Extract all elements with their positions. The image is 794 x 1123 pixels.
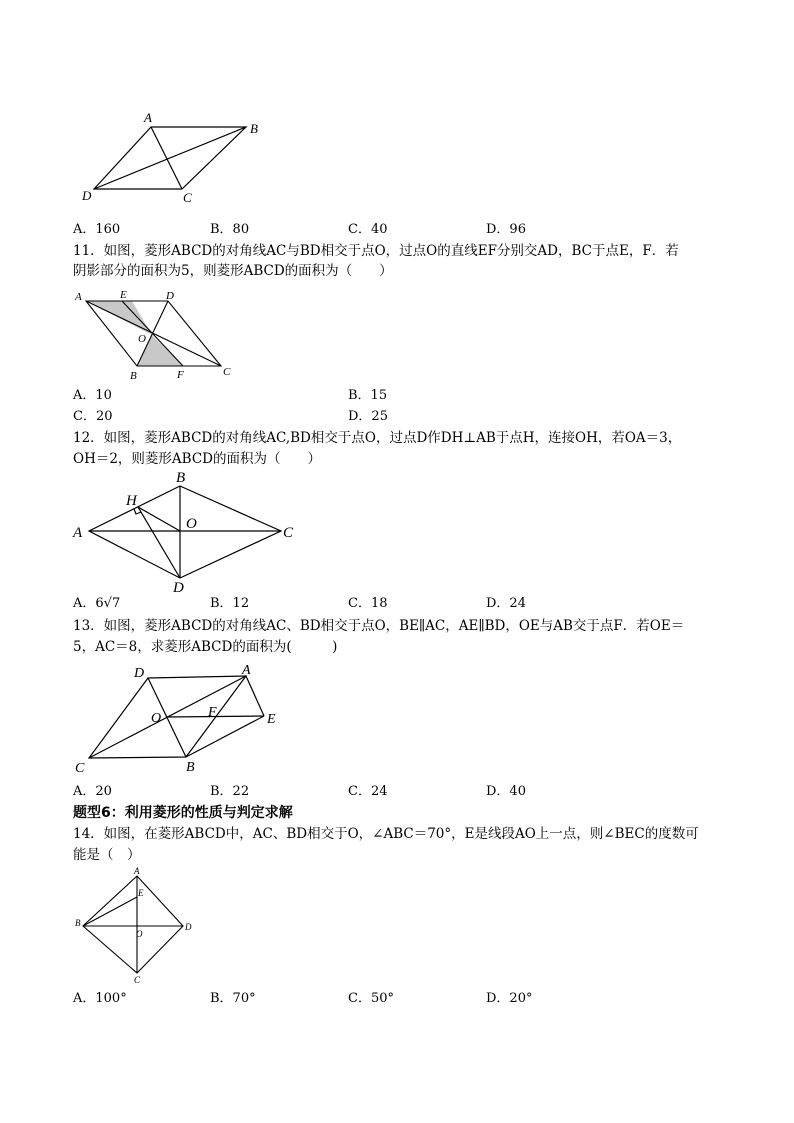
label-a: A bbox=[75, 291, 82, 303]
label-d: D bbox=[82, 188, 92, 203]
label-b: B bbox=[186, 760, 195, 775]
q13-option-d[interactable]: D．40 bbox=[486, 784, 526, 799]
q12-text-line1: 12．如图，菱形ABCD的对角线AC,BD相交于点O，过点D作DH⊥AB于点H，连接OH，若OA＝3， bbox=[73, 430, 682, 446]
q11-option-d[interactable]: D．25 bbox=[348, 409, 388, 424]
label-b: B bbox=[250, 121, 258, 136]
label-a: A bbox=[144, 110, 152, 125]
q11-text-line2: 阴影部分的面积为5，则菱形ABCD的面积为（ ） bbox=[73, 263, 393, 279]
q12-option-a[interactable]: A．6√7 bbox=[73, 596, 121, 611]
label-c: C bbox=[283, 525, 294, 541]
label-o: O bbox=[151, 711, 162, 726]
q11-text-line1: 11．如图，菱形ABCD的对角线AC与BD相交于点O，过点O的直线EF分别交AD，BC于点E，F．若 bbox=[73, 243, 679, 259]
label-d: D bbox=[185, 922, 192, 932]
q14-option-a[interactable]: A．100° bbox=[73, 991, 127, 1006]
label-e: E bbox=[267, 712, 276, 727]
q10-option-c[interactable]: C．40 bbox=[348, 222, 388, 237]
q10-option-a[interactable]: A．160 bbox=[73, 222, 121, 237]
label-f: F bbox=[208, 705, 217, 720]
q12-option-d[interactable]: D．24 bbox=[486, 596, 526, 611]
label-c: C bbox=[183, 190, 192, 205]
label-o: O bbox=[136, 929, 143, 939]
q13-text-line2: 5，AC＝8，求菱形ABCD的面积为( ) bbox=[73, 639, 338, 655]
label-d: D bbox=[173, 580, 184, 596]
label-h: H bbox=[126, 493, 137, 509]
label-b: B bbox=[130, 370, 137, 382]
label-a: A bbox=[73, 525, 83, 541]
q14-text-line2: 能是（ ） bbox=[73, 847, 141, 863]
q14-option-c[interactable]: C．50° bbox=[348, 991, 394, 1006]
label-e: E bbox=[138, 888, 144, 898]
q13-option-b[interactable]: B．22 bbox=[210, 784, 250, 799]
label-f: F bbox=[177, 369, 184, 381]
q10-option-d[interactable]: D．96 bbox=[486, 222, 526, 237]
label-a: A bbox=[242, 663, 251, 678]
q11-option-a[interactable]: A．10 bbox=[73, 388, 112, 403]
q14-option-d[interactable]: D．20° bbox=[486, 991, 533, 1006]
q11-option-c[interactable]: C．20 bbox=[73, 409, 113, 424]
q14-option-b[interactable]: B．70° bbox=[210, 991, 256, 1006]
q13-option-c[interactable]: C．24 bbox=[348, 784, 388, 799]
label-c: C bbox=[75, 761, 85, 776]
label-a: A bbox=[134, 866, 140, 876]
label-o: O bbox=[186, 516, 197, 532]
q12-option-b[interactable]: B．12 bbox=[210, 596, 250, 611]
section-title: 题型6：利用菱形的性质与判定求解 bbox=[73, 805, 293, 821]
label-d: D bbox=[166, 290, 174, 302]
q11-option-b[interactable]: B．15 bbox=[348, 388, 388, 403]
label-o: O bbox=[138, 333, 146, 345]
q13-text-line1: 13．如图，菱形ABCD的对角线AC、BD相交于点O，BE∥AC，AE∥BD，OE与AB交于点F．若OE＝ bbox=[73, 618, 685, 634]
q10-option-b[interactable]: B．80 bbox=[210, 222, 250, 237]
label-c: C bbox=[223, 366, 231, 378]
q14-text-line1: 14．如图，在菱形ABCD中，AC、BD相交于O，∠ABC＝70°，E是线段AO上一点，则∠BEC的度数可 bbox=[73, 826, 699, 842]
label-b: B bbox=[75, 918, 81, 928]
label-e: E bbox=[120, 289, 127, 301]
q12-text-line2: OH＝2，则菱形ABCD的面积为（ ） bbox=[73, 451, 322, 467]
q12-option-c[interactable]: C．18 bbox=[348, 596, 388, 611]
label-c: C bbox=[134, 975, 141, 985]
q13-option-a[interactable]: A．20 bbox=[73, 784, 112, 799]
label-d: D bbox=[134, 666, 145, 681]
label-b: B bbox=[176, 470, 186, 486]
